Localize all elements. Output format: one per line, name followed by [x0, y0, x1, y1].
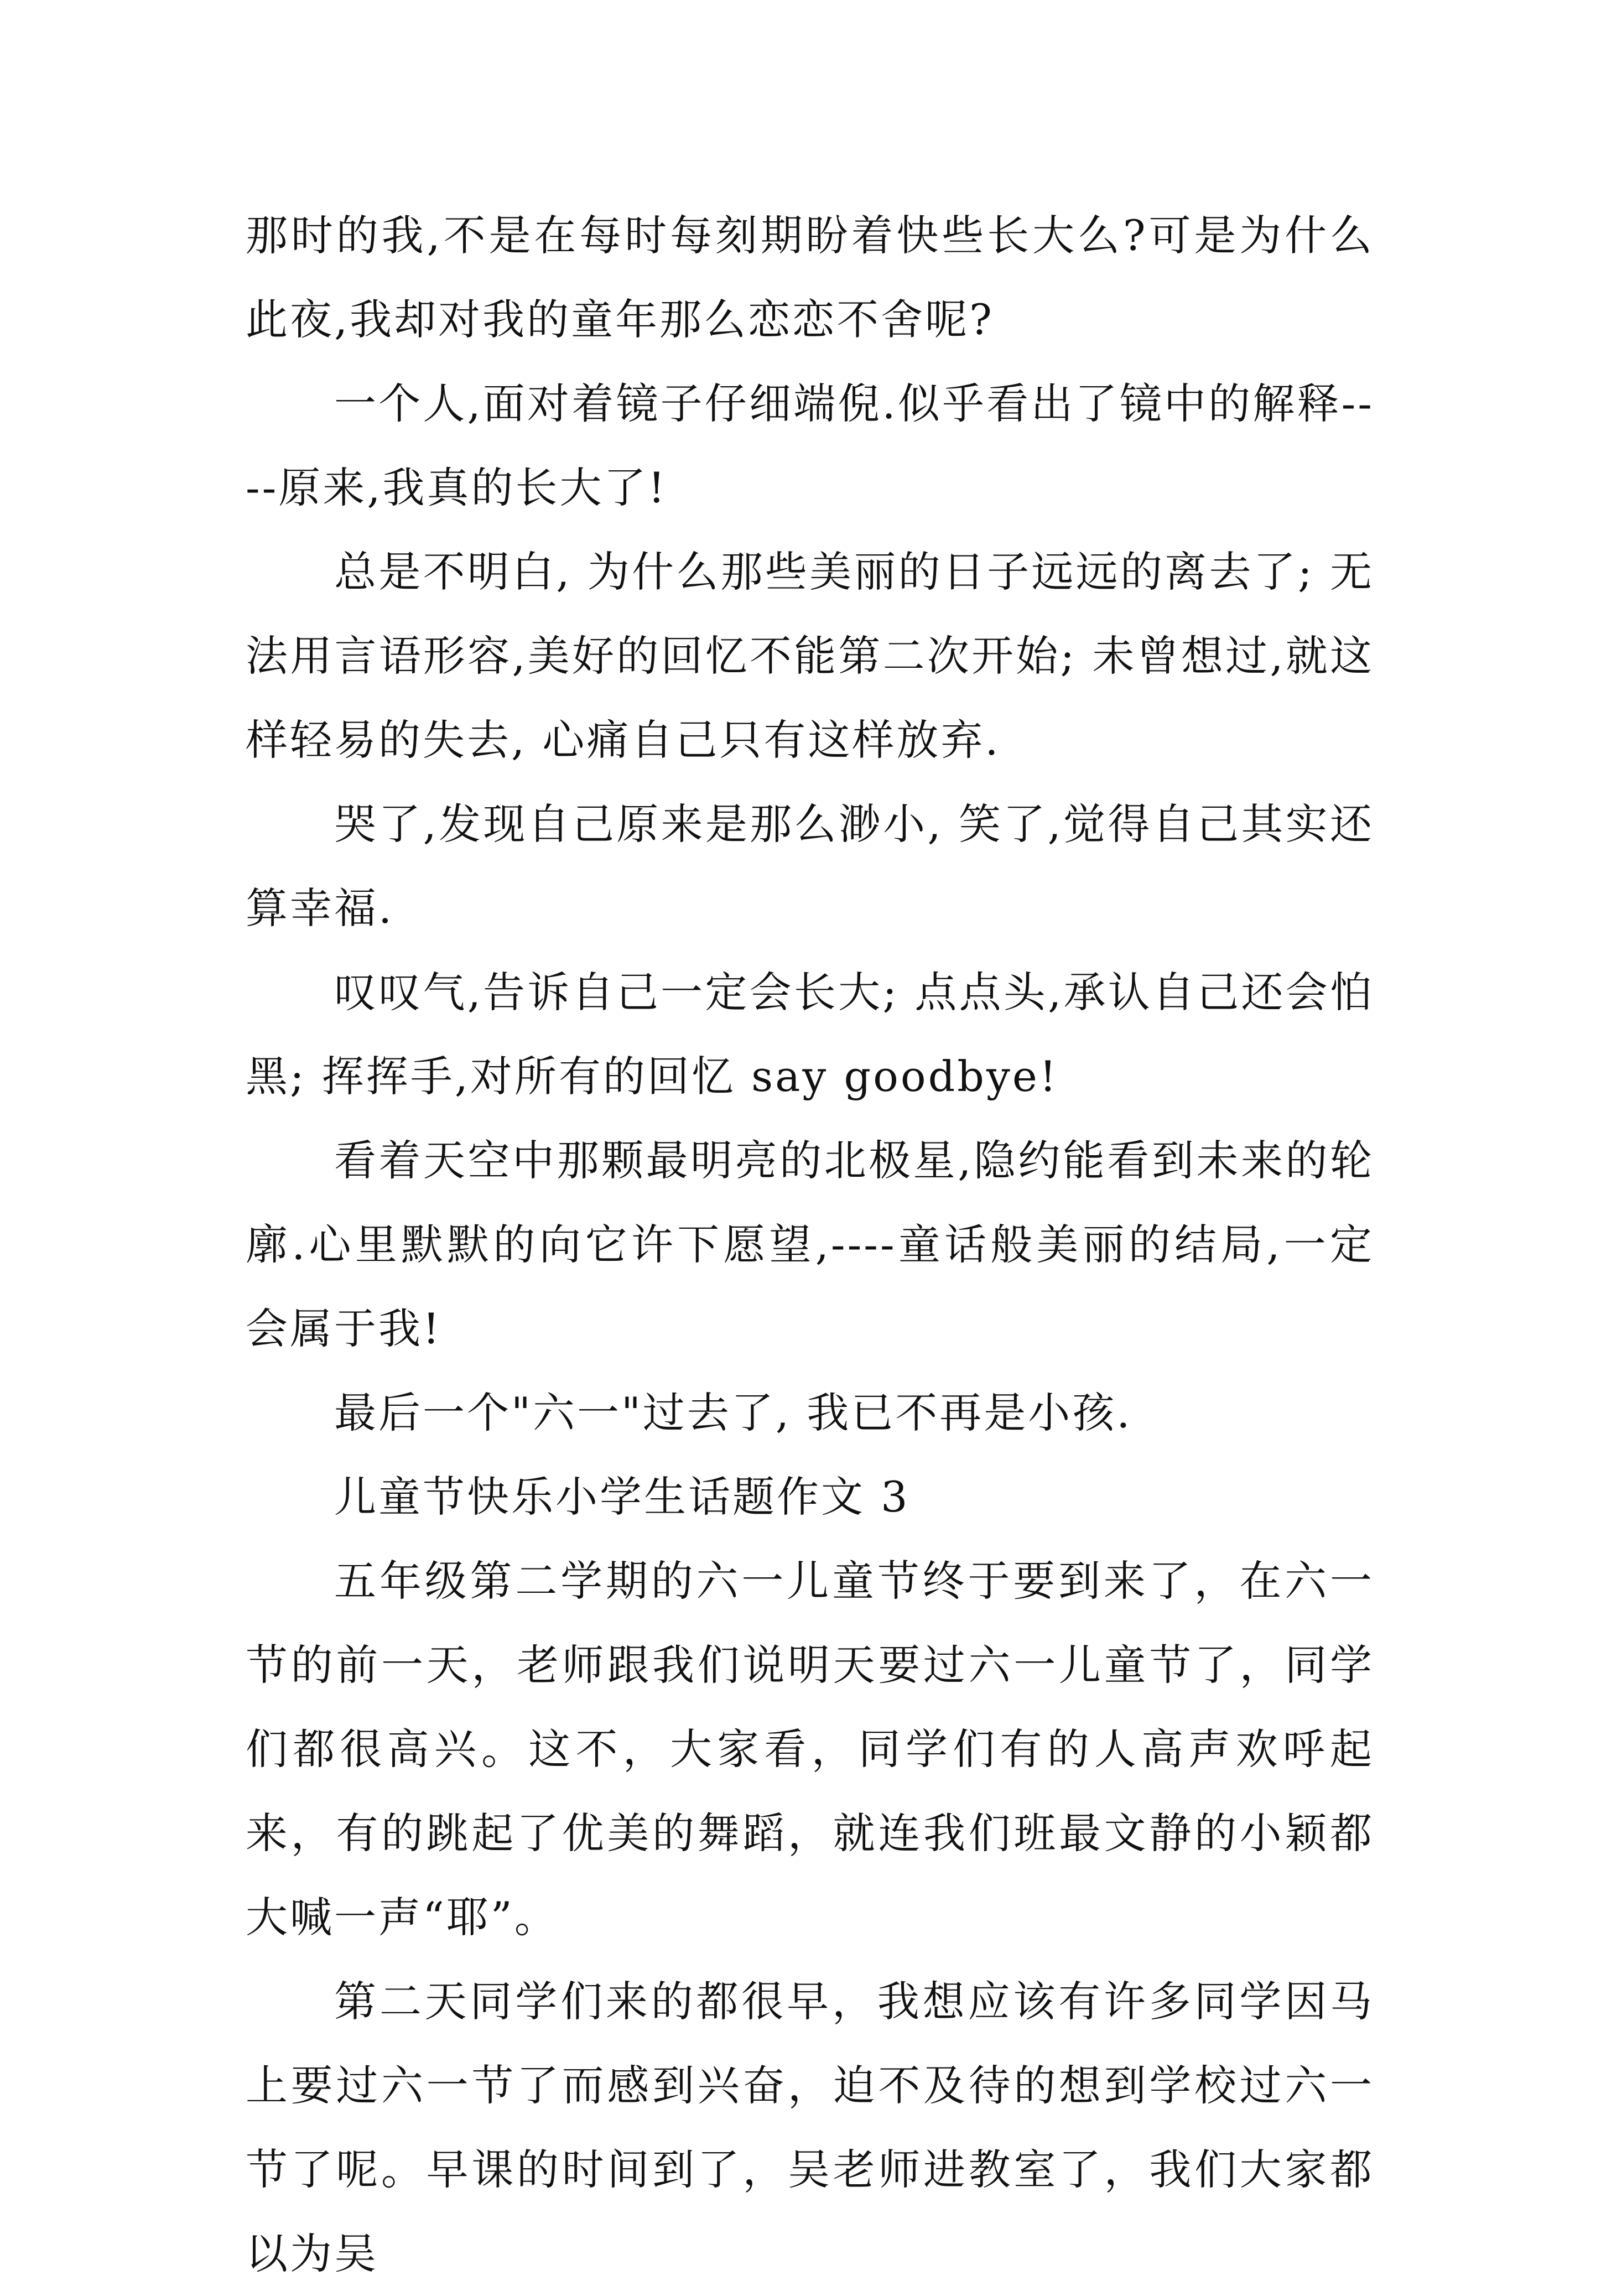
paragraph-4: 哭了,发现自己原来是那么渺小, 笑了,觉得自己其实还算幸福. [246, 799, 1374, 933]
paragraph-8: 五年级第二学期的六一儿童节终于要到来了，在六一节的前一天，老师跟我们说明天要过六一儿童节了，同学们都很高兴。这不，大家看，同学们有的人高声欢呼起来，有的跳起了优美的舞蹈，就连我们班最文静的小颖都大喊一声“耶”。 [246, 1556, 1374, 1942]
paragraph-5: 叹叹气,告诉自己一定会长大; 点点头,承认自己还会怕黑; 挥挥手,对所有的回忆 say goodbye! [246, 968, 1374, 1101]
paragraph-7: 最后一个"六一"过去了, 我已不再是小孩. [334, 1388, 1132, 1437]
section-heading: 儿童节快乐小学生话题作文 3 [334, 1472, 910, 1521]
paragraph-6: 看着天空中那颗最明亮的北极星,隐约能看到未来的轮廓.心里默默的向它许下愿望,----童话般美丽的结局,一定会属于我! [246, 1136, 1374, 1353]
document-body [246, 194, 1374, 2296]
paragraph-3: 总是不明白, 为什么那些美丽的日子远远的离去了; 无法用言语形容,美好的回忆不能第二次开始; 未曾想过,就这样轻易的失去, 心痛自己只有这样放弃. [246, 547, 1374, 765]
paragraph-1: 那时的我,不是在每时每刻期盼着快些长大么?可是为什么此夜,我却对我的童年那么恋恋不舍呢? [246, 211, 1374, 344]
paragraph-9: 第二天同学们来的都很早，我想应该有许多同学因马上要过六一节了而感到兴奋，迫不及待的想到学校过六一节了呢。早课的时间到了，吴老师进教室了，我们大家都以为吴 [246, 1977, 1374, 2278]
paragraph-2: 一个人,面对着镜子仔细端倪.似乎看出了镜中的解释----原来,我真的长大了! [246, 379, 1374, 512]
